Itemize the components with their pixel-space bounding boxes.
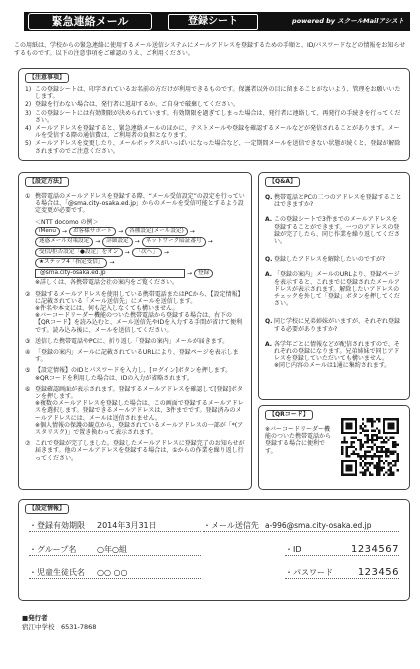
step-text: 携帯電話のメールアドレスを登録する際、“メール受信設定”の設定を行っている場合は、「@sma.city-osaka.ed.jp」からのメールを受信可能とするよう設定変更が必要です。: [35, 193, 245, 215]
notice-heading: 【注意事項】: [25, 73, 69, 83]
info-label: ・登録有効期限: [29, 521, 85, 530]
notice-item-text: メールアドレスを登録すると、緊急連絡メールのほかに、テストメールや登録を確認するメールなどが発信されることがあります。メールを受信する際の通信費は、ご利用者の負担となります。: [35, 125, 400, 140]
step-body: [35, 291, 245, 334]
flow-step: 詳細設定: [102, 237, 132, 247]
info-value: 1234567: [350, 544, 399, 555]
notice-item-number: 2): [25, 101, 32, 109]
notice-item-text: 登録を行わない場合は、発行者に返却するか、ご自身で破棄してください。: [35, 101, 240, 109]
notice-item: [25, 101, 403, 108]
answer-label: A.: [265, 271, 273, 279]
answer-text: 「登録の案内」メールのURLより、登録ページを表示すると、これまでに登録されたメールアドレスが表示されます。解除したいアドレスのチェックを外して「登録」ボタンを押してください。: [274, 271, 400, 308]
setup-step-2: [25, 291, 245, 334]
step-number: ④: [25, 348, 31, 356]
flow-step: ★ステップ4「指定受信」: [35, 258, 107, 268]
notice-item-number: 3): [25, 109, 32, 117]
arrow-right-icon: →: [163, 248, 169, 256]
flow-row: [35, 237, 245, 247]
setup-step-4: [25, 349, 245, 363]
flow-step: 迷惑メール対策設定: [35, 237, 93, 247]
answer-label: A.: [265, 216, 273, 224]
notice-item-text: この登録シートには有効期限が決められています。有効期限を過ぎてしまった場合は、発行者に連絡して、再発行の手続きを行ってください。: [35, 109, 401, 124]
qa-question: [265, 194, 403, 208]
step-text: これで登録が完了しました。登録したメールアドレスに登録完了のお知らせが届きます。他のメールアドレスを登録する場合は、①からの作業を繰り返し行ってください。: [35, 440, 245, 462]
notice-item: [25, 110, 403, 124]
step-note: ※個人情報の保護の観点から、登録されているメールアドレスの一部が「*(アスタリスク)」で置き換わって表示されます。: [35, 421, 244, 436]
docomo-settings-flow: [25, 227, 245, 279]
qa-section: [258, 172, 410, 400]
info-label: ・ID: [285, 545, 302, 554]
question-text: 携帯電話とPCの二つのアドレスを登録することはできますか?: [274, 194, 402, 209]
arrow-right-icon: →: [187, 269, 193, 277]
notice-item: [25, 140, 403, 154]
qa-question: [265, 256, 403, 263]
notice-item-text: この登録シートは、印字されているお名前の方だけが利用できるものです。保護者以外の目に留まることがないよう、管理をお願いいたします。: [35, 86, 401, 101]
setup-step-7: [25, 440, 245, 462]
answer-body: [274, 341, 403, 370]
powered-by-label: powered by スクールMailアシスト: [292, 16, 404, 25]
notice-section: [18, 68, 410, 161]
domain-field: @sma.city-osaka.ed.jp: [35, 269, 185, 279]
arrow-right-icon: →: [118, 227, 124, 235]
arrow-right-icon: →: [134, 238, 140, 246]
question-label: Q.: [265, 194, 273, 201]
qr-heading: 【QRコード】: [265, 410, 313, 420]
info-label: ・メール送信先: [203, 521, 259, 530]
info-value: 2014年3月31日: [97, 521, 157, 530]
step-body: [35, 386, 245, 436]
info-label: ・グループ名: [29, 545, 77, 554]
qr-section: [258, 405, 410, 490]
qa-answer: [265, 271, 403, 307]
setup-step-1: [25, 193, 245, 215]
step-note: ※複数のメールアドレスを登録した場合は、この画面で登録するメールアドレスを選択します。登録できるメールアドレスは、3件までです。登録済みのメールアドレスには、メールは送信されません。: [35, 400, 244, 422]
docomo-example-heading: ＜NTT docomo の例＞: [35, 218, 99, 226]
info-group: [29, 541, 201, 556]
info-label: ・児童生徒氏名: [29, 568, 85, 577]
qa-answer: [265, 216, 403, 245]
info-id: [285, 541, 399, 556]
flow-row: [35, 227, 245, 237]
flow-note: ※詳しくは、各携帯電話会社の案内をご覧ください。: [35, 279, 179, 287]
arrow-right-icon: →: [207, 238, 213, 246]
flow-step: 各種設定(メール設定): [125, 227, 188, 237]
info-password: [285, 564, 399, 579]
notice-item-number: 1): [25, 86, 32, 93]
step-text: 登録するメールアドレスを使用している携帯電話またはPCから、【設定情報】に記載されている「メール送信先」にメールを送信します。: [35, 290, 244, 305]
question-label: Q.: [265, 318, 273, 326]
publisher-label: ■発行者: [22, 614, 48, 622]
notice-item: [25, 86, 403, 100]
step-note: ※QRコードを利用した場合は、IDの入力が省略されます。: [35, 374, 193, 382]
step-text: 【設定情報】のIDとパスワードを入力し、[ログイン]ボタンを押します。: [35, 367, 232, 375]
step-body: [35, 367, 245, 381]
info-value: a-996@sma.city-osaka.ed.jp: [265, 521, 372, 530]
qr-description: ※バーコードリーダー機能のついた携帯電話から登録する場合に便利です。: [265, 426, 332, 455]
qr-code: [341, 418, 399, 476]
answer-label: A.: [265, 340, 273, 348]
step-number: ③: [25, 337, 31, 345]
flow-step: お客様サポート: [69, 227, 116, 237]
question-label: Q.: [265, 256, 273, 264]
header-bar: [24, 12, 410, 31]
info-student-name: [29, 564, 201, 579]
question-text: 同じ学校に兄弟姉妹がいますが、それぞれ登録する必要がありますか?: [274, 318, 401, 333]
settings-info-heading: 【設定情報】: [25, 504, 69, 514]
step-number: ⑦: [25, 440, 31, 448]
publisher-footer: [22, 614, 322, 632]
question-text: 登録したアドレスを解除したいのですが?: [274, 256, 386, 264]
info-mail-destination: [203, 517, 399, 532]
arrow-right-icon: →: [124, 248, 130, 256]
notice-item-number: 5): [25, 140, 32, 148]
step-note: ※バーコードリーダー機能のついた携帯電話から登録する場合は、右下の【QRコード】を読み込むと、メール送信先やIDを入力する手間が省けて便利です。読み込み後に、メールを送信してください。: [35, 312, 243, 334]
notice-item-text: メールアドレスを変更したり、メールボックスがいっぱいになった場合など、一定期間メールを送信できない状態が続くと、登録が解除されますのでご注意ください。: [35, 140, 401, 155]
notice-item-number: 4): [25, 125, 32, 133]
info-value: ○年○組: [97, 545, 127, 554]
qa-heading: 【Q&A】: [265, 177, 300, 187]
step-number: ⑥: [25, 385, 31, 393]
answer-note: ※同じ内容のメールは1通に集約されます。: [274, 362, 391, 370]
setup-step-3: [25, 338, 245, 345]
arrow-right-icon: →: [95, 238, 101, 246]
sheet-title: 緊急連絡メール: [28, 13, 152, 30]
step-number: ②: [25, 290, 31, 298]
qa-answer: [265, 341, 403, 370]
step-text: 「登録の案内」メールに記載されているURLにより、登録ページを表示します。: [35, 348, 239, 364]
setup-section: [18, 172, 252, 490]
flow-row: [35, 269, 245, 279]
info-label: ・パスワード: [285, 568, 333, 577]
answer-text: 各学年ごとに情報などが配信されますので、それぞれの登録になります。兄弟姉妹で同じアドレスを登録していただいても構いません。: [274, 340, 400, 363]
flow-row: [35, 248, 245, 258]
flow-step: 受信/拒否設定「●設定」をオン: [35, 248, 123, 258]
arrow-right-icon: →: [109, 259, 115, 267]
step-text: 登録確認画面が表示されます。登録するメールアドレスを確認して[登録]ボタンを押します。: [35, 385, 243, 400]
publisher-name: 宿江中学校 6531-7868: [22, 623, 97, 631]
intro-text: この用紙は、学校からの緊急連絡に使用するメール送信システムにメールアドレスを登録するための手順と、ID/パスワードなどの情報をお知らせするものです。以下の注意事項をご確認のうえ、ご利用ください。: [14, 42, 406, 57]
info-value: 123456: [357, 567, 399, 578]
flow-row: [35, 258, 245, 268]
step-number: ①: [25, 193, 31, 200]
arrow-right-icon: →: [61, 227, 67, 235]
setup-step-5: [25, 367, 245, 381]
flow-step: ネットワーク暗証番号: [142, 237, 206, 247]
register-button-label: 登録: [194, 269, 213, 279]
arrow-right-icon: →: [189, 227, 195, 235]
step-number: ⑤: [25, 367, 31, 375]
flow-step: iMenu: [35, 227, 60, 237]
answer-text: この登録シートで3件までのメールアドレスを登録することができます。一つのアドレスの登録が完了したら、同じ作業を繰り返してください。: [274, 216, 401, 246]
setup-heading: 【設定方法】: [25, 177, 69, 187]
settings-info-section: [18, 499, 410, 601]
sheet-subtitle: 登録シート: [168, 14, 258, 30]
step-note: ※件名や本文には、何も記入しなくても構いません。: [35, 304, 179, 312]
step-text: 送信した携帯電話やPCに、折り返し「登録の案内」メールが届きます。: [35, 337, 229, 345]
qa-question: [265, 318, 403, 332]
setup-step-6: [25, 386, 245, 436]
notice-item: [25, 125, 403, 139]
info-expiry: [29, 517, 201, 532]
info-value: ○○ ○○: [97, 568, 128, 577]
flow-step: 「次へ」: [132, 248, 162, 258]
